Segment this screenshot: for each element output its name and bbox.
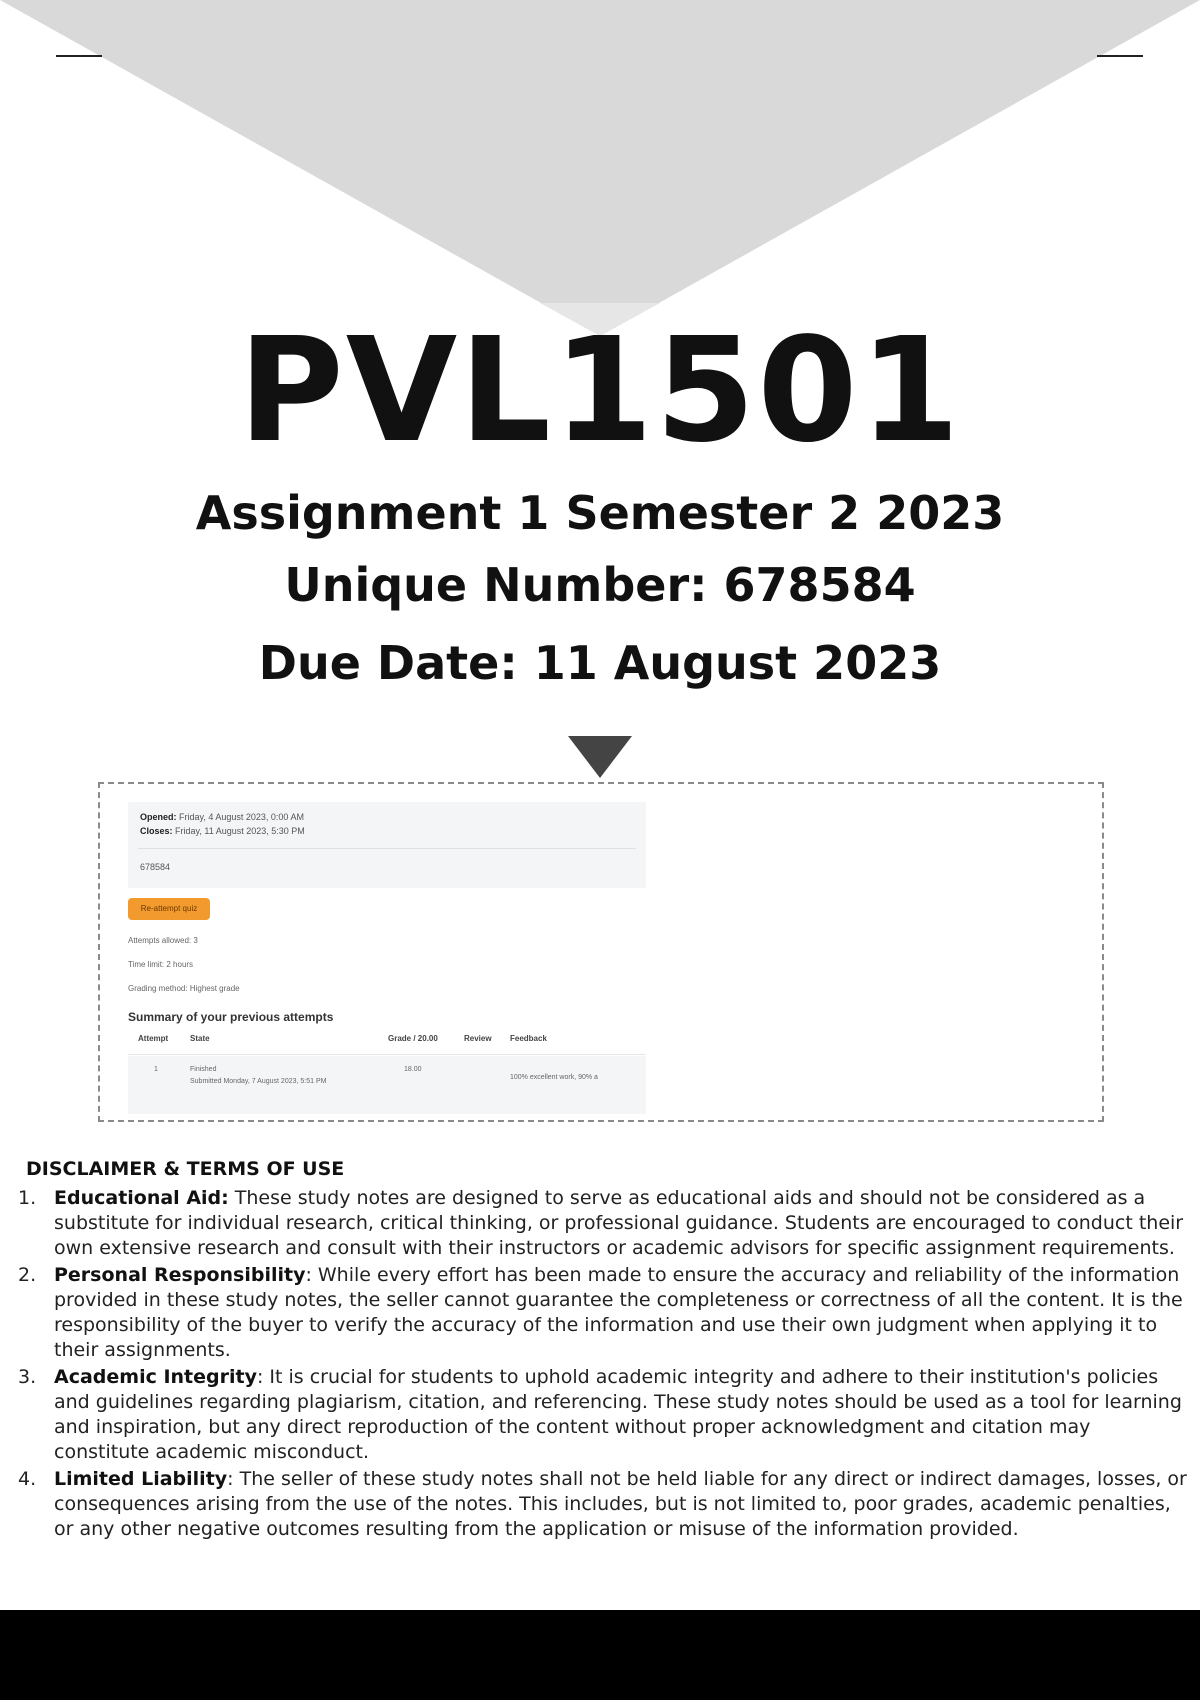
quiz-screenshot-frame	[98, 782, 1104, 1122]
term-text: : The seller of these study notes shall not be held liable for any direct or indirect damages, losses, or consequences arising from the use of the notes. This includes, but is not limited to, poor grades, academic penalties, or any other negative outcomes resulting from the application or misuse of the information provided.	[54, 1468, 1187, 1540]
header-grade: Grade / 20.00	[388, 1034, 438, 1043]
term-number: 3.	[18, 1366, 37, 1388]
cell-attempt: 1	[154, 1066, 158, 1073]
attempts-allowed: Attempts allowed: 3	[128, 936, 198, 945]
terms-item	[18, 1365, 1190, 1465]
term-text: : It is crucial for students to uphold academic integrity and adhere to their institution's policies and guidelines regarding plagiarism, citation, and referencing. These study notes should be used as a tool for learning and inspiration, but any direct reproduction of the content without proper acknowledgment and citation may constitute academic misconduct.	[54, 1366, 1182, 1463]
header-feedback: Feedback	[510, 1034, 547, 1043]
term-heading: Limited Liability	[54, 1468, 228, 1490]
term-number: 4.	[18, 1468, 37, 1490]
term-number: 2.	[18, 1264, 37, 1286]
header-review: Review	[464, 1034, 492, 1043]
term-text: : While every effort has been made to ensure the accuracy and reliability of the information provided in these study notes, the seller cannot guarantee the completeness or correctness of all the content. It is the responsibility of the buyer to verify the accuracy of the information and use their own judgment when applying it to their assignments.	[54, 1264, 1183, 1361]
cell-state: Finished	[190, 1066, 217, 1073]
panel-divider	[138, 848, 636, 849]
term-text: These study notes are designed to serve as educational aids and should not be considered as a substitute for individual research, critical thinking, or professional guidance. Students are encouraged to conduct their own extensive research and consult with their instructors or academic advisors for specific assignment requirements.	[54, 1187, 1184, 1259]
time-limit: Time limit: 2 hours	[128, 960, 194, 969]
course-code-title: PVL1501	[238, 306, 962, 474]
opened-label: Opened:	[140, 812, 177, 822]
unique-number-subtitle: Unique Number: 678584	[284, 558, 916, 612]
cell-feedback: 100% excellent work, 90% a	[510, 1074, 598, 1081]
terms-item	[18, 1186, 1190, 1261]
opened-line	[140, 812, 304, 822]
term-number: 1.	[18, 1187, 37, 1209]
cell-submitted: Submitted Monday, 7 August 2023, 5:51 PM	[190, 1078, 327, 1085]
header-state: State	[190, 1034, 210, 1043]
attempts-summary-title: Summary of your previous attempts	[128, 1010, 334, 1024]
quiz-screenshot	[128, 802, 646, 1114]
corner-rule-left	[56, 55, 102, 57]
grading-method: Grading method: Highest grade	[128, 984, 240, 993]
header-attempt: Attempt	[138, 1034, 169, 1043]
term-heading: Academic Integrity	[54, 1366, 257, 1388]
due-date-subtitle: Due Date: 11 August 2023	[258, 636, 942, 690]
cell-grade: 18.00	[404, 1066, 422, 1073]
closes-value: Friday, 11 August 2023, 5:30 PM	[175, 826, 305, 836]
table-header-divider	[128, 1054, 646, 1055]
closes-line	[140, 826, 305, 836]
reattempt-quiz-button[interactable]: Re-attempt quiz	[128, 898, 210, 920]
terms-list	[18, 1186, 1190, 1544]
top-chevron-graphic	[0, 0, 1200, 340]
assignment-subtitle: Assignment 1 Semester 2 2023	[195, 486, 1005, 540]
table-row	[128, 1056, 646, 1114]
terms-item	[18, 1263, 1190, 1363]
quiz-dates-panel	[128, 802, 646, 888]
down-arrow-icon	[568, 736, 632, 778]
corner-rule-right	[1097, 55, 1143, 57]
quiz-unique-number: 678584	[140, 862, 171, 872]
terms-item	[18, 1467, 1190, 1542]
disclaimer-title: DISCLAIMER & TERMS OF USE	[26, 1158, 345, 1180]
term-heading: Personal Responsibility	[54, 1264, 306, 1286]
closes-label: Closes:	[140, 826, 173, 836]
footer-bar	[0, 1610, 1200, 1700]
term-heading: Educational Aid:	[54, 1187, 229, 1209]
opened-value: Friday, 4 August 2023, 0:00 AM	[179, 812, 304, 822]
